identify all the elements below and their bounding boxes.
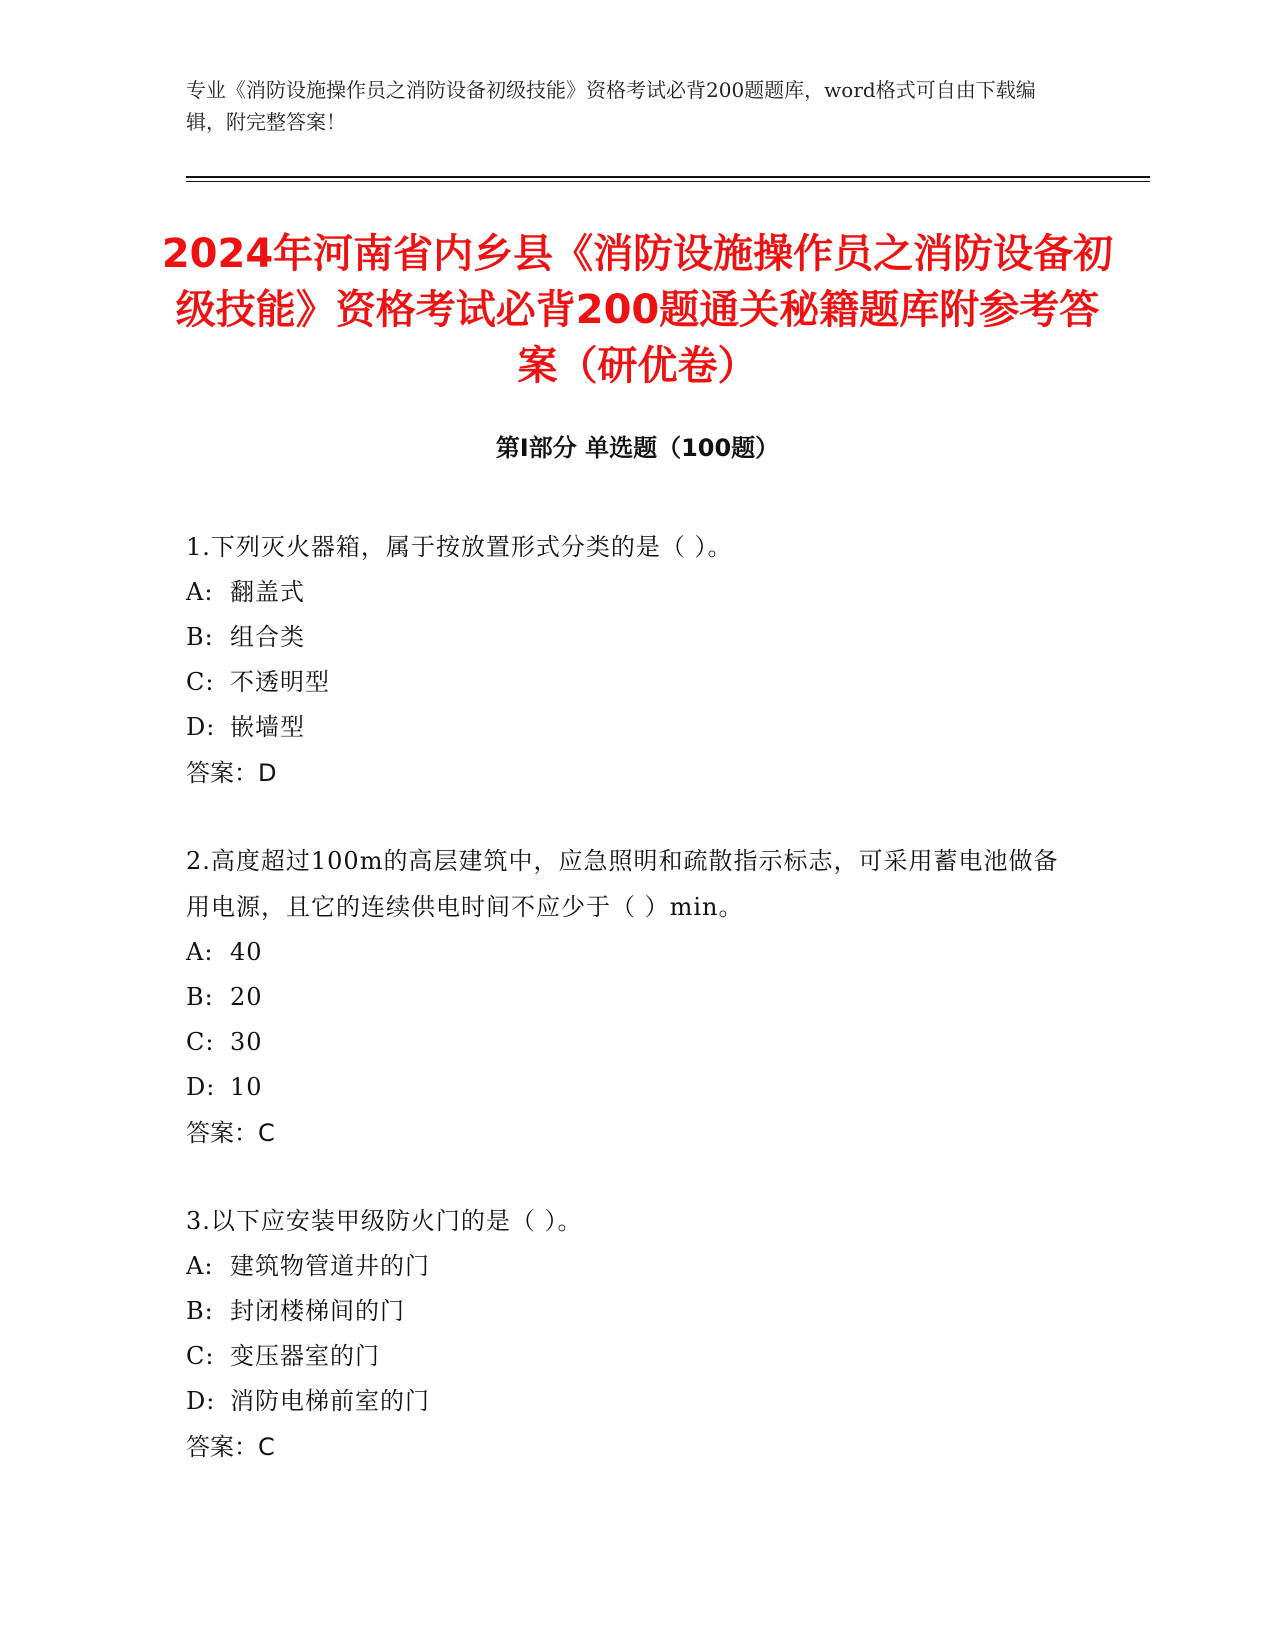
option-letter: A: — [186, 1252, 214, 1280]
option-text: 嵌墙型 — [230, 713, 305, 741]
option-text: 封闭楼梯间的门 — [230, 1297, 405, 1325]
option-text: 不透明型 — [230, 668, 330, 696]
option-letter: D: — [186, 1073, 216, 1101]
option-letter: B: — [186, 983, 214, 1011]
option-d — [186, 1379, 1076, 1424]
answer-line: 答案：C — [186, 1119, 275, 1147]
option-letter: C: — [186, 1342, 215, 1370]
option-b — [186, 1289, 1076, 1334]
question-stem: 1.下列灭火器箱，属于按放置形式分类的是（ ）。 — [186, 533, 733, 561]
option-text: 变压器室的门 — [230, 1342, 380, 1370]
option-c — [186, 1020, 1076, 1065]
option-letter: B: — [186, 1297, 214, 1325]
answer-line: 答案：D — [186, 759, 277, 787]
option-a — [186, 930, 1076, 975]
answer-line: 答案：C — [186, 1433, 275, 1461]
option-b — [186, 975, 1076, 1020]
option-text: 建筑物管道井的门 — [230, 1252, 430, 1280]
option-letter: D: — [186, 713, 216, 741]
header-rule-thick — [186, 176, 1150, 178]
option-text: 消防电梯前室的门 — [230, 1387, 430, 1415]
option-a — [186, 1244, 1076, 1289]
option-text: 组合类 — [230, 623, 305, 651]
option-d — [186, 705, 1076, 750]
option-b — [186, 615, 1076, 660]
option-letter: A: — [186, 938, 214, 966]
option-a — [186, 570, 1076, 615]
option-text: 40 — [230, 938, 263, 966]
option-d — [186, 1065, 1076, 1110]
section-heading: 第I部分 单选题（100题） — [495, 434, 780, 462]
option-letter: A: — [186, 578, 214, 606]
option-letter: C: — [186, 1028, 215, 1056]
question-2 — [186, 838, 1076, 1156]
question-3 — [186, 1198, 1076, 1470]
option-text: 翻盖式 — [230, 578, 305, 606]
option-c — [186, 1334, 1076, 1379]
header-note: 专业《消防设施操作员之消防设备初级技能》资格考试必背200题题库，word格式可自由下载编辑，附完整答案！ — [186, 78, 1036, 134]
question-list — [186, 524, 1076, 1512]
option-text: 20 — [230, 983, 263, 1011]
option-text: 30 — [230, 1028, 263, 1056]
document-title: 2024年河南省内乡县《消防设施操作员之消防设备初级技能》资格考试必背200题通关秘籍题库附参考答案（研优卷） — [161, 231, 1114, 389]
option-text: 10 — [230, 1073, 263, 1101]
question-1 — [186, 524, 1076, 796]
header-rule-thin — [186, 181, 1150, 182]
option-letter: C: — [186, 668, 215, 696]
question-stem: 2.高度超过100m的高层建筑中，应急照明和疏散指示标志，可采用蓄电池做备用电源，且它的连续供电时间不应少于（ ）min。 — [186, 847, 1059, 921]
question-stem: 3.以下应安装甲级防火门的是（ ）。 — [186, 1207, 583, 1235]
option-c — [186, 660, 1076, 705]
option-letter: B: — [186, 623, 214, 651]
option-letter: D: — [186, 1387, 216, 1415]
